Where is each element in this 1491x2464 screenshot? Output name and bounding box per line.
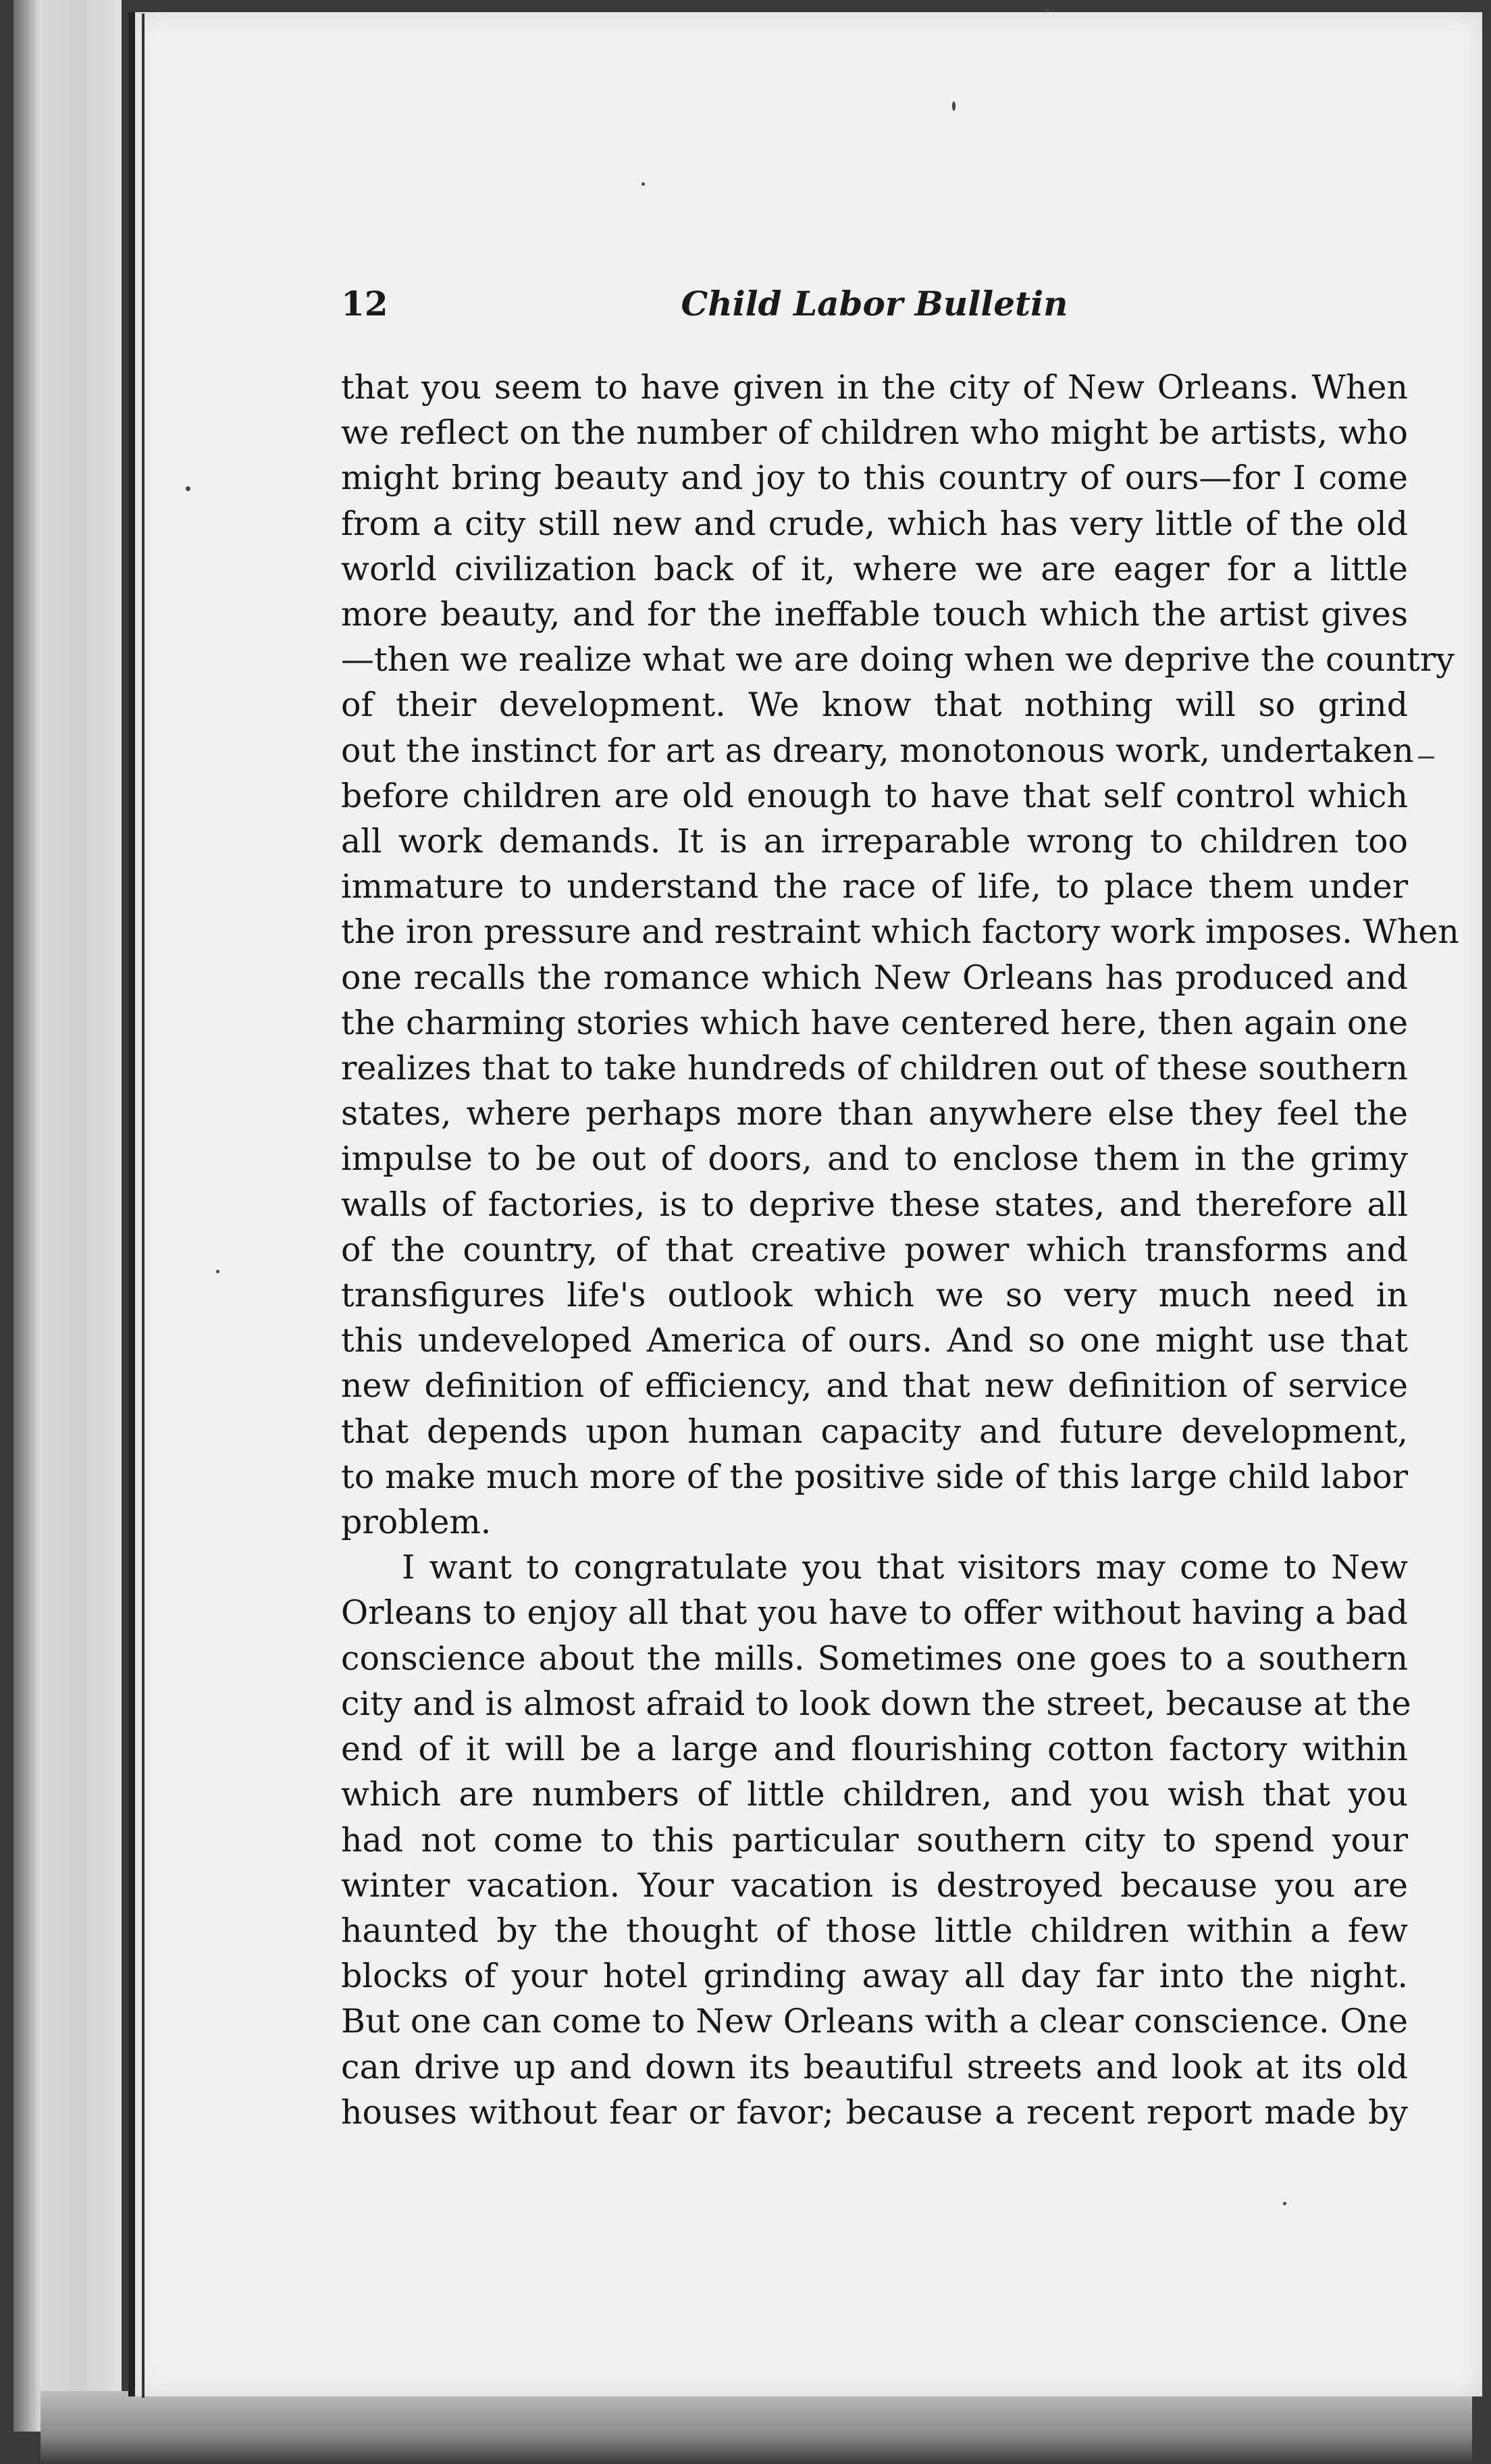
text-line: walls of factories, is to deprive these states, and therefore all	[341, 1185, 1408, 1224]
text-line: this undeveloped America of ours. And so one might use that	[341, 1321, 1408, 1360]
text-line: immature to understand the race of life, to place them under	[341, 867, 1408, 906]
body-text	[341, 365, 1459, 2135]
scan-speck	[186, 486, 190, 491]
text-line: that you seem to have given in the city of New Orleans. When	[341, 368, 1408, 407]
text-line: impulse to be out of doors, and to enclose them in the grimy	[341, 1139, 1408, 1179]
text-line: more beauty, and for the ineffable touch which the artist gives	[341, 595, 1408, 634]
text-line: city and is almost afraid to look down the street, because at the	[341, 1684, 1411, 1723]
text-line: we reflect on the number of children who might be artists, who	[341, 413, 1408, 453]
scan-speck	[216, 1270, 219, 1273]
text-line: all work demands. It is an irreparable wrong to children too	[341, 822, 1408, 861]
text-line: houses without fear or favor; because a recent report made by	[341, 2093, 1408, 2132]
text-line: that depends upon human capacity and future development,	[341, 1412, 1408, 1451]
text-line: states, where perhaps more than anywhere else they feel the	[341, 1094, 1408, 1133]
text-line: of their development. We know that nothing will so grind	[341, 686, 1408, 725]
text-line: had not come to this particular southern city to spend your	[341, 1820, 1408, 1859]
page-header	[341, 284, 1408, 331]
text-line: from a city still new and crude, which has very little of the old	[341, 504, 1408, 543]
scan-speck	[642, 182, 645, 186]
text-line: before children are old enough to have that self control which	[341, 776, 1408, 815]
text-line: Orleans to enjoy all that you have to offer without having a bad	[341, 1593, 1408, 1633]
text-line: haunted by the thought of those little children within a few	[341, 1911, 1408, 1950]
text-line: blocks of your hotel grinding away all day far into the night.	[341, 1957, 1408, 1996]
running-title: Child Labor Bulletin	[681, 284, 1068, 324]
text-line: one recalls the romance which New Orleans has produced and	[341, 958, 1408, 997]
text-line: of the country, of that creative power which transforms and	[341, 1230, 1408, 1269]
scan-speck	[1045, 8, 1049, 12]
page-number: 12	[341, 284, 388, 324]
text-line: the iron pressure and restraint which factory work imposes. When	[341, 913, 1459, 952]
text-line: new definition of efficiency, and that new definition of service	[341, 1366, 1408, 1406]
text-line: conscience about the mills. Sometimes one goes to a southern	[341, 1639, 1408, 1678]
scan-speck	[1418, 756, 1434, 759]
text-line: transfigures life's outlook which we so very much need in	[341, 1276, 1408, 1315]
text-line: end of it will be a large and flourishing cotton factory within	[341, 1730, 1408, 1769]
scan-speck	[1283, 2202, 1286, 2205]
text-line: realizes that to take hundreds of children out of these southern	[341, 1049, 1408, 1088]
text-line: out the instinct for art as dreary, monotonous work, undertaken	[341, 731, 1414, 770]
text-line: But one can come to New Orleans with a clear conscience. One	[341, 2002, 1408, 2041]
text-line: can drive up and down its beautiful streets and look at its old	[341, 2047, 1408, 2086]
page-bottom-edge	[41, 2391, 1472, 2464]
text-line: —then we realize what we are doing when we deprive the country	[341, 640, 1455, 679]
text-line: problem.	[341, 1503, 492, 1542]
margin-rule	[142, 14, 145, 2398]
text-line: which are numbers of little children, and you wish that you	[341, 1775, 1408, 1814]
text-line: world civilization back of it, where we are eager for a little	[341, 549, 1408, 588]
text-line: might bring beauty and joy to this country of ours—for I come	[341, 459, 1408, 498]
text-line: to make much more of the positive side of this large child labor	[341, 1457, 1408, 1496]
text-line: the charming stories which have centered here, then again one	[341, 1003, 1408, 1042]
text-line: I want to congratulate you that visitors may come to New	[402, 1548, 1408, 1587]
scan-speck	[952, 101, 956, 111]
book-gutter	[14, 0, 122, 2432]
text-line: winter vacation. Your vacation is destroyed because you are	[341, 1866, 1408, 1905]
